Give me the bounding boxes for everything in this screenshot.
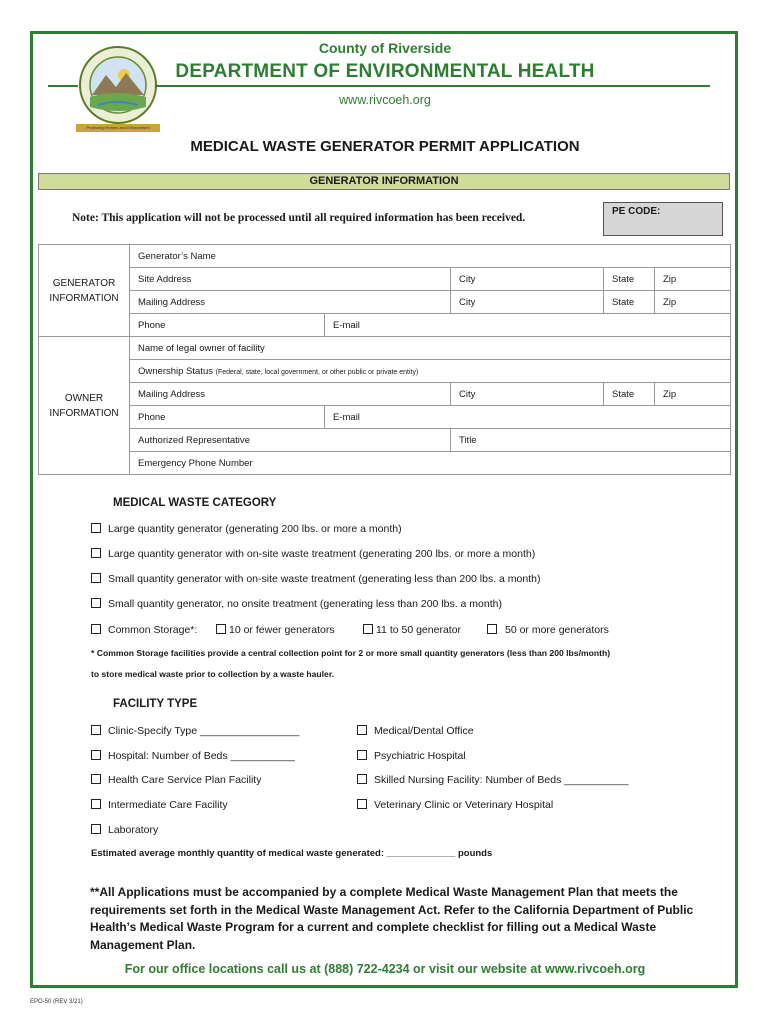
checkbox[interactable]: [91, 573, 101, 583]
header-rule-left: [48, 85, 78, 87]
header-rule-right: [155, 85, 710, 87]
generator-mailing-state-field[interactable]: State: [604, 291, 655, 314]
storage-option[interactable]: 11 to 50 generator: [363, 624, 461, 636]
site-address-field[interactable]: Site Address: [130, 268, 451, 291]
legal-owner-field[interactable]: Name of legal owner of facility: [130, 337, 731, 360]
common-storage-footnote: * Common Storage facilities provide a central collection point for 2 or more small quantity generators (less than 200 lbs/month): [91, 648, 611, 658]
checkbox[interactable]: [487, 624, 497, 634]
owner-city-field[interactable]: City: [451, 383, 604, 406]
facility-option[interactable]: Clinic-Specify Type _________________: [91, 725, 299, 737]
seal-tagline: Protecting Homes and Environment: [76, 124, 160, 132]
checkbox[interactable]: [91, 523, 101, 533]
facility-option[interactable]: Laboratory: [91, 824, 158, 836]
facility-option[interactable]: Medical/Dental Office: [357, 725, 474, 737]
checkbox[interactable]: [91, 598, 101, 608]
ownership-status-note: (Federal, state, local government, or other public or private entity): [215, 368, 419, 376]
facility-option[interactable]: Hospital: Number of Beds ___________: [91, 750, 295, 762]
facility-option[interactable]: Veterinary Clinic or Veterinary Hospital: [357, 799, 553, 811]
monthly-quantity-field[interactable]: Estimated average monthly quantity of medical waste generated: _____________ pounds: [91, 848, 493, 859]
checkbox[interactable]: [91, 725, 101, 735]
category-option[interactable]: Small quantity generator with on-site waste treatment (generating less than 200 lbs. a month): [91, 573, 540, 585]
owner-email-field[interactable]: E-mail: [325, 406, 731, 429]
checkbox[interactable]: [357, 774, 367, 784]
generator-phone-field[interactable]: Phone: [130, 314, 325, 337]
checkbox[interactable]: [357, 799, 367, 809]
generator-name-field[interactable]: Generator’s Name: [130, 245, 731, 268]
representative-title-field[interactable]: Title: [451, 429, 731, 452]
contact-line: For our office locations call us at (888) 722-4234 or visit our website at www.rivcoeh.org: [124, 962, 646, 976]
checkbox[interactable]: [91, 774, 101, 784]
category-option[interactable]: Large quantity generator (generating 200 lbs. or more a month): [91, 523, 402, 535]
revision-label: EPO-50 (REV 3/21): [30, 999, 83, 1005]
checkbox[interactable]: [357, 750, 367, 760]
facility-option[interactable]: Skilled Nursing Facility: Number of Beds ___________: [357, 774, 628, 786]
site-zip-field[interactable]: Zip: [655, 268, 731, 291]
department-name: DEPARTMENT OF ENVIRONMENTAL HEALTH: [175, 61, 595, 82]
generator-mailing-zip-field[interactable]: Zip: [655, 291, 731, 314]
checkbox[interactable]: [363, 624, 373, 634]
owner-mailing-address-field[interactable]: Mailing Address: [130, 383, 451, 406]
storage-option[interactable]: 50 or more generators: [487, 624, 609, 636]
site-city-field[interactable]: City: [451, 268, 604, 291]
facility-option[interactable]: Psychiatric Hospital: [357, 750, 466, 762]
information-table: [38, 244, 731, 475]
site-state-field[interactable]: State: [604, 268, 655, 291]
facility-type-heading: FACILITY TYPE: [113, 698, 198, 710]
owner-state-field[interactable]: State: [604, 383, 655, 406]
form-title: MEDICAL WASTE GENERATOR PERMIT APPLICATION: [190, 138, 580, 155]
owner-zip-field[interactable]: Zip: [655, 383, 731, 406]
ownership-status-label: Ownership Status: [138, 365, 213, 377]
checkbox[interactable]: [91, 548, 101, 558]
facility-option[interactable]: Intermediate Care Facility: [91, 799, 228, 811]
generator-section-label: GENERATOR INFORMATION: [39, 245, 130, 337]
category-option[interactable]: Large quantity generator with on-site waste treatment (generating 200 lbs. or more a month): [91, 548, 535, 560]
owner-phone-field[interactable]: Phone: [130, 406, 325, 429]
emergency-phone-field[interactable]: Emergency Phone Number: [130, 452, 731, 475]
storage-option[interactable]: 10 or fewer generators: [216, 624, 335, 636]
owner-section-label: OWNER INFORMATION: [39, 337, 130, 475]
processing-note: Note: This application will not be processed until all required information has been received.: [72, 212, 526, 224]
county-name: County of Riverside: [318, 40, 452, 56]
authorized-representative-field[interactable]: Authorized Representative: [130, 429, 451, 452]
common-storage-option[interactable]: Common Storage*:: [91, 624, 197, 636]
category-option[interactable]: Small quantity generator, no onsite treatment (generating less than 200 lbs. a month): [91, 598, 502, 610]
checkbox[interactable]: [91, 750, 101, 760]
checkbox[interactable]: [216, 624, 226, 634]
waste-category-heading: MEDICAL WASTE CATEGORY: [113, 497, 277, 509]
checkbox[interactable]: [91, 799, 101, 809]
management-plan-statement: **All Applications must be accompanied by a complete Medical Waste Management Plan that meets the requirements set forth in the Medical Waste Management Act. Refer to the California Department of Public Health’s Medical Waste Program for a current and complete checklist for filling out a Medical Waste Management Plan.: [90, 885, 694, 952]
ownership-status-field[interactable]: [130, 360, 731, 383]
checkbox[interactable]: [357, 725, 367, 735]
checkbox[interactable]: [91, 624, 101, 634]
facility-option[interactable]: Health Care Service Plan Facility: [91, 774, 261, 786]
website-link[interactable]: www.rivcoeh.org: [339, 93, 431, 107]
checkbox[interactable]: [91, 824, 101, 834]
common-storage-footnote-cont: to store medical waste prior to collection by a waste hauler.: [91, 669, 335, 679]
generator-mailing-address-field[interactable]: Mailing Address: [130, 291, 451, 314]
generator-mailing-city-field[interactable]: City: [451, 291, 604, 314]
pe-code-label: PE CODE:: [612, 206, 661, 217]
section-bar: GENERATOR INFORMATION: [38, 173, 730, 190]
generator-email-field[interactable]: E-mail: [325, 314, 731, 337]
pe-code-field[interactable]: [603, 202, 723, 236]
